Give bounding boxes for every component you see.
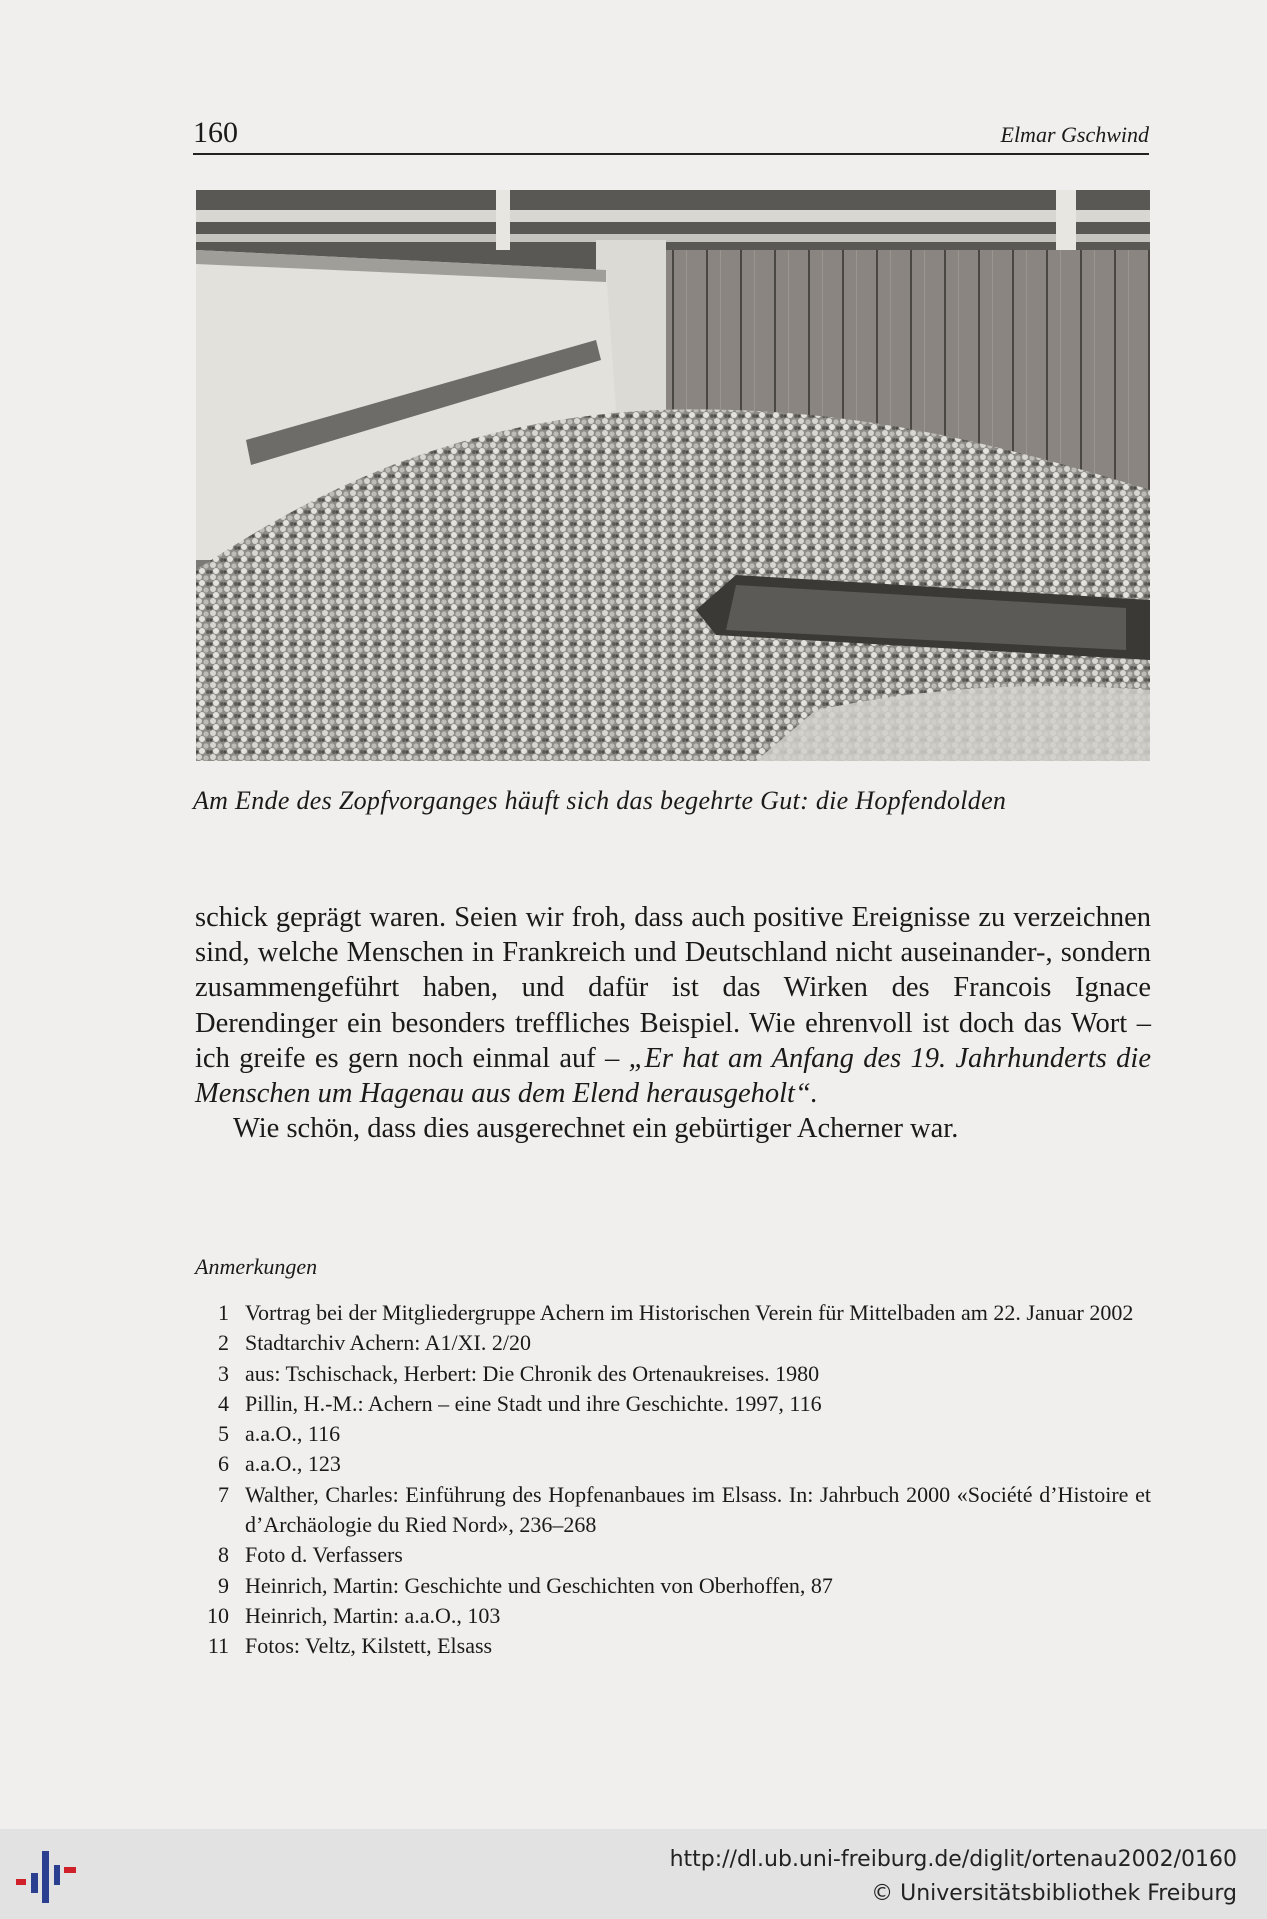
note-item	[195, 1571, 1151, 1601]
note-text: Heinrich, Martin: a.a.O., 103	[245, 1602, 501, 1628]
note-item	[195, 1328, 1151, 1358]
footer-bar	[0, 1829, 1267, 1919]
page-number: 160	[193, 116, 238, 149]
ub-freiburg-logo-icon	[14, 1843, 80, 1909]
note-number: 1	[218, 1300, 229, 1325]
note-text: a.a.O., 123	[245, 1451, 341, 1477]
note-item	[195, 1480, 1151, 1541]
note-text: Pillin, H.-M.: Achern – eine Stadt und ihre Geschichte. 1997, 116	[245, 1390, 822, 1416]
note-text: Fotos: Veltz, Kilstett, Elsass	[245, 1633, 493, 1659]
note-item	[195, 1359, 1151, 1389]
footer-url-link[interactable]: http://dl.ub.uni-freiburg.de/diglit/ortenau2002/0160	[669, 1847, 1237, 1872]
note-text: a.a.O., 116	[245, 1421, 341, 1447]
hop-photo	[196, 190, 1150, 761]
note-number: 5	[218, 1421, 229, 1447]
running-head-author: Elmar Gschwind	[1000, 122, 1149, 147]
header-rule	[193, 153, 1149, 155]
figure-caption: Am Ende des Zopfvorganges häuft sich das begehrte Gut: die Hopfendolden	[193, 786, 1007, 815]
note-text: Heinrich, Martin: Geschichte und Geschichten von Oberhoffen, 87	[245, 1572, 833, 1598]
note-item	[195, 1298, 1151, 1328]
note-number: 6	[218, 1451, 229, 1477]
body-paragraph-1	[195, 900, 1151, 1111]
body-quote: „Er hat am Anfang des 19. Jahrhunderts die Menschen um Hagenau aus dem Elend herausgeholt“.	[195, 1042, 1151, 1110]
note-text: aus: Tschischack, Herbert: Die Chronik des Ortenaukreises. 1980	[245, 1360, 820, 1386]
footer-copyright: © Universitätsbibliothek Freiburg	[871, 1881, 1237, 1906]
note-number: 8	[218, 1542, 229, 1568]
note-item	[195, 1389, 1151, 1419]
hop-photo-illustration	[196, 190, 1150, 761]
note-item	[195, 1449, 1151, 1479]
note-number: 9	[218, 1572, 229, 1598]
note-item	[195, 1631, 1151, 1661]
note-text: Stadtarchiv Achern: A1/XI. 2/20	[245, 1330, 531, 1356]
body-text	[195, 900, 1151, 1146]
note-item	[195, 1419, 1151, 1449]
note-text: Foto d. Verfassers	[245, 1542, 403, 1568]
note-number: 3	[218, 1360, 229, 1386]
body-paragraph-2: Wie schön, dass dies ausgerechnet ein gebürtiger Acherner war.	[233, 1113, 959, 1145]
note-number: 10	[207, 1602, 229, 1628]
notes-list	[195, 1298, 1151, 1662]
note-item	[195, 1540, 1151, 1570]
note-text: Vortrag bei der Mitgliedergruppe Achern im Historischen Verein für Mittelbaden am 22. Januar 2002	[245, 1300, 1134, 1325]
note-number: 11	[207, 1633, 229, 1659]
note-item	[195, 1601, 1151, 1631]
notes-heading: Anmerkungen	[195, 1254, 318, 1279]
body-paragraph-1-text: schick geprägt waren. Seien wir froh, dass auch positive Ereignisse zu verzeichnen sind, welche Menschen in Frankreich und Deutschland nicht auseinander-, sondern zusammengeführt haben, und dafür ist das Wirken des Francois Ignace Derendinger ein besonders treffliches Beispiel. Wie ehrenvoll ist doch das Wort – ich greife es gern noch einmal auf –	[195, 902, 1151, 1074]
note-text: Walther, Charles: Einführung des Hopfenanbaues im Elsass. In: Jahrbuch 2000 «Société d’Histoire et d’Archäologie du Ried Nord», 236–268	[245, 1481, 1151, 1538]
note-number: 2	[218, 1330, 229, 1356]
note-number: 4	[218, 1390, 229, 1416]
note-number: 7	[218, 1481, 229, 1507]
